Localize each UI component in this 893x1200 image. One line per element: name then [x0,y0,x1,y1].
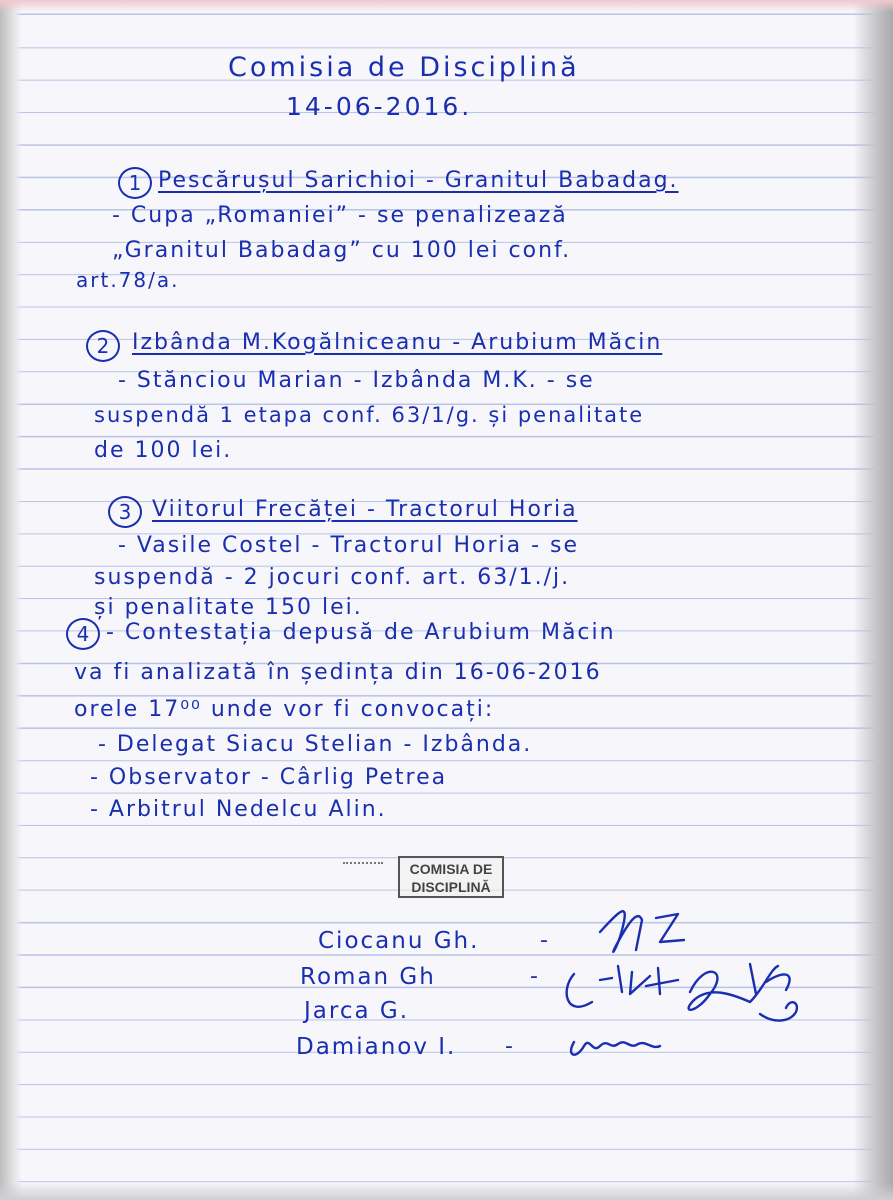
item-line: orele 17⁰⁰ unde vor fi convocați: [74,697,495,722]
signature-2 [567,966,678,1007]
item-line: - Arbitrul Nedelcu Alin. [90,797,387,822]
signature-3 [689,964,797,1021]
item-line: suspendă 1 etapa conf. 63/1/g. și penalitate [94,403,645,427]
item-number: 4 [66,618,100,650]
item-line: de 100 lei. [94,438,233,463]
stamp-dash [343,862,383,874]
document-title: Comisia de Disciplină [228,52,580,83]
item-line: suspendă - 2 jocuri conf. art. 63/1./j. [94,565,571,590]
item-number: 1 [118,167,152,199]
signature-4 [571,1042,660,1055]
item-line: - Vasile Costel - Tractorul Horia - se [118,533,580,558]
item-line: „Granitul Babadag” cu 100 lei conf. [112,238,572,263]
item-line: și penalitate 150 lei. [94,595,363,620]
item-number: 3 [108,496,142,528]
signatory-dash: - [540,928,550,953]
item-number: 2 [86,330,120,362]
item-line: - Observator - Cârlig Petrea [90,765,448,790]
item-line: - Contestația depusă de Arubium Măcin [106,620,616,645]
signatory-dash: - [530,964,540,989]
item-line: - Delegat Siacu Stelian - Izbânda. [98,732,533,757]
signatures [560,890,820,1070]
stamp-line: COMISIA DE [409,861,493,877]
signatory-name: Damianov I. [296,1034,457,1060]
document-date: 14-06-2016. [286,92,473,121]
page-bottom-edge [0,1182,893,1200]
item-line: - Stănciou Marian - Izbânda M.K. - se [118,368,595,393]
item-line: art.78/a. [76,268,180,292]
signatory-dash: - [505,1034,515,1059]
signatory-name: Ciocanu Gh. [318,928,480,954]
item-line: - Cupa „Romaniei” - se penalizează [112,203,568,228]
signatory-name: Jarca G. [304,998,410,1024]
signatory-name: Roman Gh [300,964,436,990]
item-match: Viitorul Frecăței - Tractorul Horia [152,497,578,522]
signature-1 [600,911,684,952]
page-edge-shadow [853,0,893,1200]
item-match: Izbânda M.Kogălniceanu - Arubium Măcin [132,330,663,355]
item-match: Pescărușul Sarichioi - Granitul Babadag. [158,168,679,193]
item-line: va fi analizată în ședința din 16-06-2016 [74,660,602,685]
commission-stamp [398,856,504,898]
stamp-line: DISCIPLINĂ [411,879,491,895]
